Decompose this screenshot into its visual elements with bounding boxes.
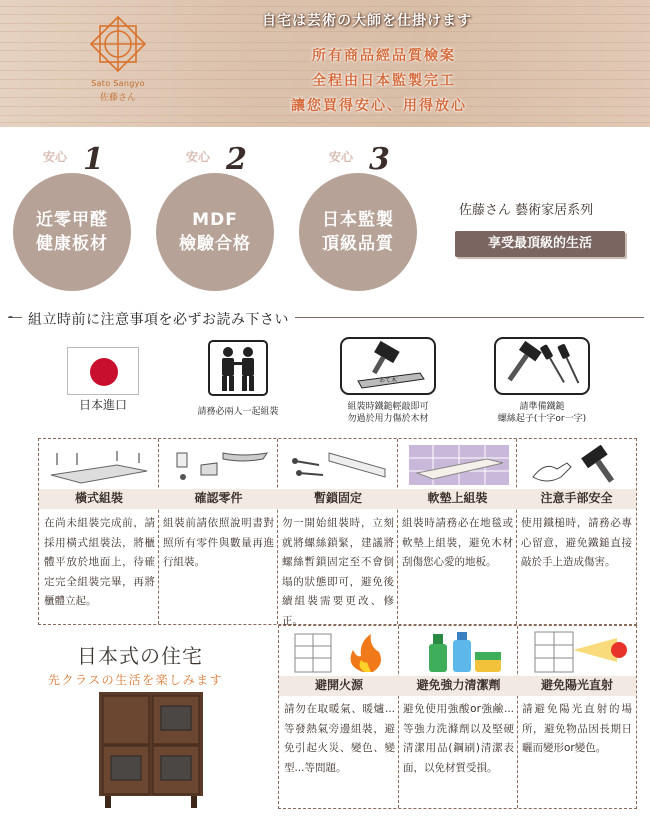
feature-1	[13, 142, 143, 288]
notice-dash: -	[8, 309, 14, 325]
care-text-sunlight: 請避免陽光直射的場所，避免物品因長期日曬而變形or變色。	[522, 703, 632, 754]
tip-text-hand-safety: 使用鐵槌時，請務必專心留意，避免鐵鎚直接敲於手上造成傷害。	[521, 517, 632, 568]
tip-text-temporary-lock: 勿一開始組裝時，立刻就將螺絲鎖緊，建議將螺絲暫鎖固定至不會倒塌的狀態即可，避免後續組裝需要更改、修正。	[282, 517, 394, 627]
banner-line-2: 全程由日本監製完工	[312, 73, 456, 89]
care-text-cleaner: 避免使用強酸or強鹼...等強力洗滌劑以及堅硬清潔用品(鋼刷)清潔表面，以免材質受損。	[403, 703, 514, 774]
hammer-line-2: 勿過於用力傷於木材	[347, 414, 429, 424]
feature-circle	[299, 173, 417, 291]
hammer-icon	[340, 337, 436, 395]
feature-number: 3	[369, 142, 390, 177]
logo-mark-icon	[88, 14, 148, 74]
feature-circle	[156, 173, 274, 291]
tip-head-horizontal: 橫式組裝	[39, 489, 159, 509]
assembly-tips-table	[38, 438, 637, 625]
tip-head-soft-mat: 軟墊上組裝	[398, 489, 517, 509]
brand-series: 佐藤さん 藝術家居系列	[459, 203, 594, 218]
tip-head-temporary-lock: 暫鎖固定	[278, 489, 398, 509]
feature-number: 1	[83, 142, 104, 177]
house-title: 日本式の住宅	[77, 644, 203, 668]
banner-line-1: 所有商品經品質檢案	[312, 48, 456, 64]
hammer-notice	[328, 337, 448, 425]
two-people-notice	[178, 340, 298, 418]
screws-icon	[289, 447, 389, 485]
fire-icon	[293, 630, 389, 674]
banner-title: 自宅は芸術の大師を仕掛けます	[262, 13, 472, 29]
feature-tag: 安心	[186, 150, 211, 164]
tip-text-soft-mat: 組裝時請務必在地毯或軟墊上組裝，避免木材刮傷您心愛的地板。	[402, 517, 513, 568]
tip-head-hand-safety: 注意手部安全	[517, 489, 636, 509]
feature-line-1: MDF	[192, 210, 238, 230]
logo-japanese: 佐藤さん	[99, 93, 136, 103]
feature-line-1: 日本監製	[322, 210, 394, 230]
care-text-fire: 請勿在取暖氣、暖爐...等發熱氣旁邊組裝，避免引起火災、變色、變型...等問題。	[284, 703, 395, 774]
feature-number: 2	[226, 142, 247, 177]
care-head-sunlight: 避免陽光直射	[518, 676, 636, 696]
feature-tag: 安心	[329, 150, 354, 164]
tools-icon	[494, 337, 590, 395]
feature-tag: 安心	[43, 150, 68, 164]
japan-flag-icon	[67, 347, 139, 395]
feature-line-2: 檢驗合格	[179, 234, 251, 254]
tools-notice	[487, 337, 597, 425]
tip-text-horizontal: 在尚未組裝完成前，請採用橫式組裝法，將櫃體平放於地面上，待確定完全組裝完畢，再將櫃體立起。	[44, 517, 155, 607]
two-people-label: 請務必兩人一起組裝	[197, 407, 279, 417]
banner-line-3: 讓您買得安心、用得放心	[291, 98, 467, 114]
feature-line-2: 頂級品質	[322, 234, 394, 254]
soft-mat-icon	[407, 443, 511, 487]
feature-2	[156, 142, 286, 288]
notice-title: 組立時前に注意事項を必ずお読み下さい	[22, 309, 295, 329]
made-in-japan	[64, 347, 142, 411]
tip-text-parts: 組裝前請依照說明書對照所有零件與數量再進行組裝。	[163, 517, 274, 568]
two-people-icon	[208, 340, 268, 396]
care-head-fire: 避開火源	[279, 676, 399, 696]
tip-head-parts: 確認零件	[159, 489, 278, 509]
hand-safety-icon	[529, 445, 629, 485]
care-head-cleaner: 避免強力清潔劑	[399, 676, 518, 696]
parts-icon	[171, 447, 269, 485]
japan-label: 日本進口	[78, 398, 127, 412]
logo-english: Sato Sangyo	[91, 79, 145, 88]
horizontal-assembly-icon	[47, 449, 151, 485]
cabinet-image	[97, 690, 205, 810]
cleaner-icon	[413, 628, 509, 674]
hammer-board-label: あて木	[378, 377, 398, 384]
tools-line-1: 請準備鐵鎚	[519, 402, 565, 412]
feature-line-1: 近零甲醛	[36, 210, 108, 230]
tools-line-2: 螺絲起子(十字or一字)	[497, 414, 587, 424]
slogan-badge: 享受最頂級的生活	[455, 231, 625, 257]
feature-line-2: 健康板材	[36, 234, 108, 254]
house-subtitle: 先クラスの生活を楽しみます	[48, 673, 224, 687]
care-tips-table	[278, 625, 637, 809]
hammer-line-1: 組裝時鐵鎚輕敲即可	[347, 402, 429, 412]
feature-circle	[13, 173, 131, 291]
sunlight-icon	[533, 628, 631, 674]
sato-sangyo-logo	[78, 14, 158, 114]
top-banner	[0, 0, 650, 127]
feature-3	[299, 142, 429, 288]
